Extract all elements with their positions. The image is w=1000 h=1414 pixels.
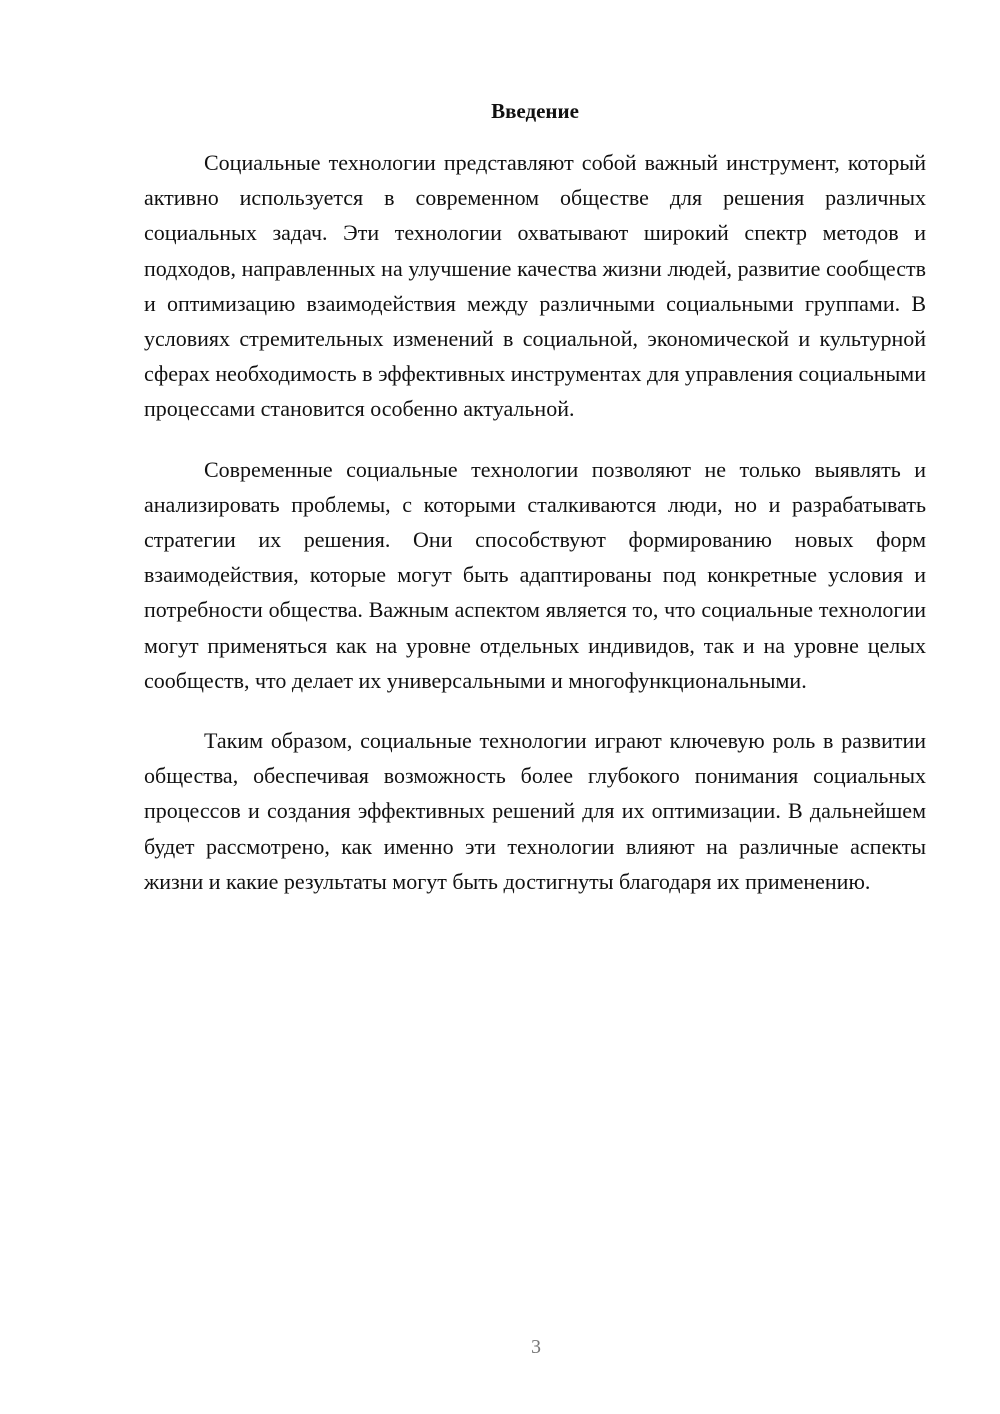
document-body <box>144 145 926 924</box>
paragraph-3: Таким образом, социальные технологии играют ключевую роль в развитии общества, обеспечивая возможность более глубокого понимания социальных процессов и создания эффективных решений для их оптимизации. В дальнейшем будет рассмотрено, как именно эти технологии влияют на различные аспекты жизни и какие результаты могут быть достигнуты благодаря их применению. <box>144 728 926 894</box>
paragraph-2: Современные социальные технологии позволяют не только выявлять и анализировать проблемы, с которыми сталкиваются люди, но и разрабатывать стратегии их решения. Они способствуют формированию новых форм взаимодействия, которые могут быть адаптированы под конкретные условия и потребности общества. Важным аспектом является то, что социальные технологии могут применяться как на уровне отдельных индивидов, так и на уровне целых сообществ, что делает их универсальными и многофункциональными. <box>144 456 926 693</box>
page-number: 3 <box>531 1336 541 1358</box>
paragraph-1: Социальные технологии представляют собой важный инструмент, который активно используется в современном обществе для решения различных социальных задач. Эти технологии охватывают широкий спектр методов и подходов, направленных на улучшение качества жизни людей, развитие сообществ и оптимизацию взаимодействия между различными социальными группами. В условиях стремительных изменений в социальной, экономической и культурной сферах необходимость в эффективных инструментах для управления социальными процессами становится особенно актуальной. <box>144 150 926 422</box>
page-title: Введение <box>491 99 579 123</box>
